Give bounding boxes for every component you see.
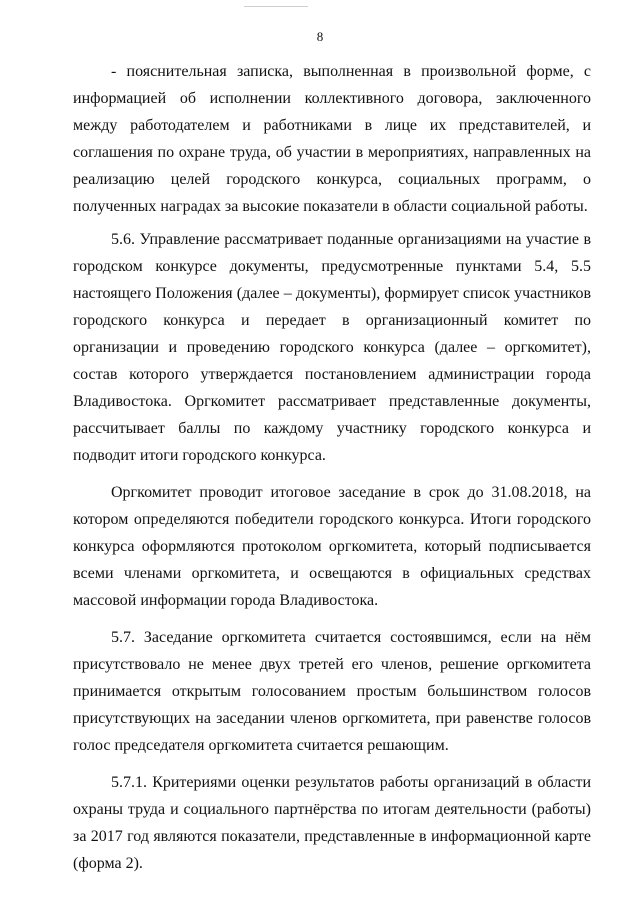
paragraph-5-7: 5.7. Заседание оргкомитета считается состоявшимся, если на нём присутствовало не менее двух третей его членов, решение оргкомитета принимается открытым голосованием простым большинством голосов присутствующих на заседании членов оргкомитета, при равенстве голосов голос председателя оргкомитета считается решающим.: [73, 629, 591, 754]
scan-mark: [244, 6, 308, 7]
page-number: 8: [316, 29, 324, 44]
paragraph-5-6: 5.6. Управление рассматривает поданные организациями на участие в городском конкурсе документы, предусмотренные пунктами 5.4, 5.5 настоящего Положения (далее – документы), формирует список участников городского конкурса и передает в организационный комитет по организации и проведению городского конкурса (далее – оргкомитет), состав которого утверждается постановлением администрации города Владивостока. Оргкомитет рассматривает представленные документы, рассчитывает баллы по каждому участнику городского конкурса и подводит итоги городского конкурса.: [73, 231, 591, 464]
paragraph-orgcommittee-meeting: Оргкомитет проводит итоговое заседание в срок до 31.08.2018, на котором определяются победители городского конкурса. Итоги городского конкурса оформляются протоколом оргкомитета, который подписывается всеми членами оргкомитета, и освещаются в официальных средствах массовой информации города Владивостока.: [73, 484, 591, 609]
paragraph-5-7-1: 5.7.1. Критериями оценки результатов работы организаций в области охраны труда и социального партнёрства по итогам деятельности (работы) за 2017 год являются показатели, представленные в информационной карте (форма 2).: [73, 774, 591, 872]
paragraph-explanatory-note: - пояснительная записка, выполненная в произвольной форме, с информацией об исполнении коллективного договора, заключенного между работодателем и работниками в лице их представителей, и соглашения по охране труда, об участии в мероприятиях, направленных на реализацию целей городского конкурса, социальных программ, о полученных наградах за высокие показатели в области социальной работы.: [73, 63, 591, 215]
document-body: [73, 58, 591, 887]
